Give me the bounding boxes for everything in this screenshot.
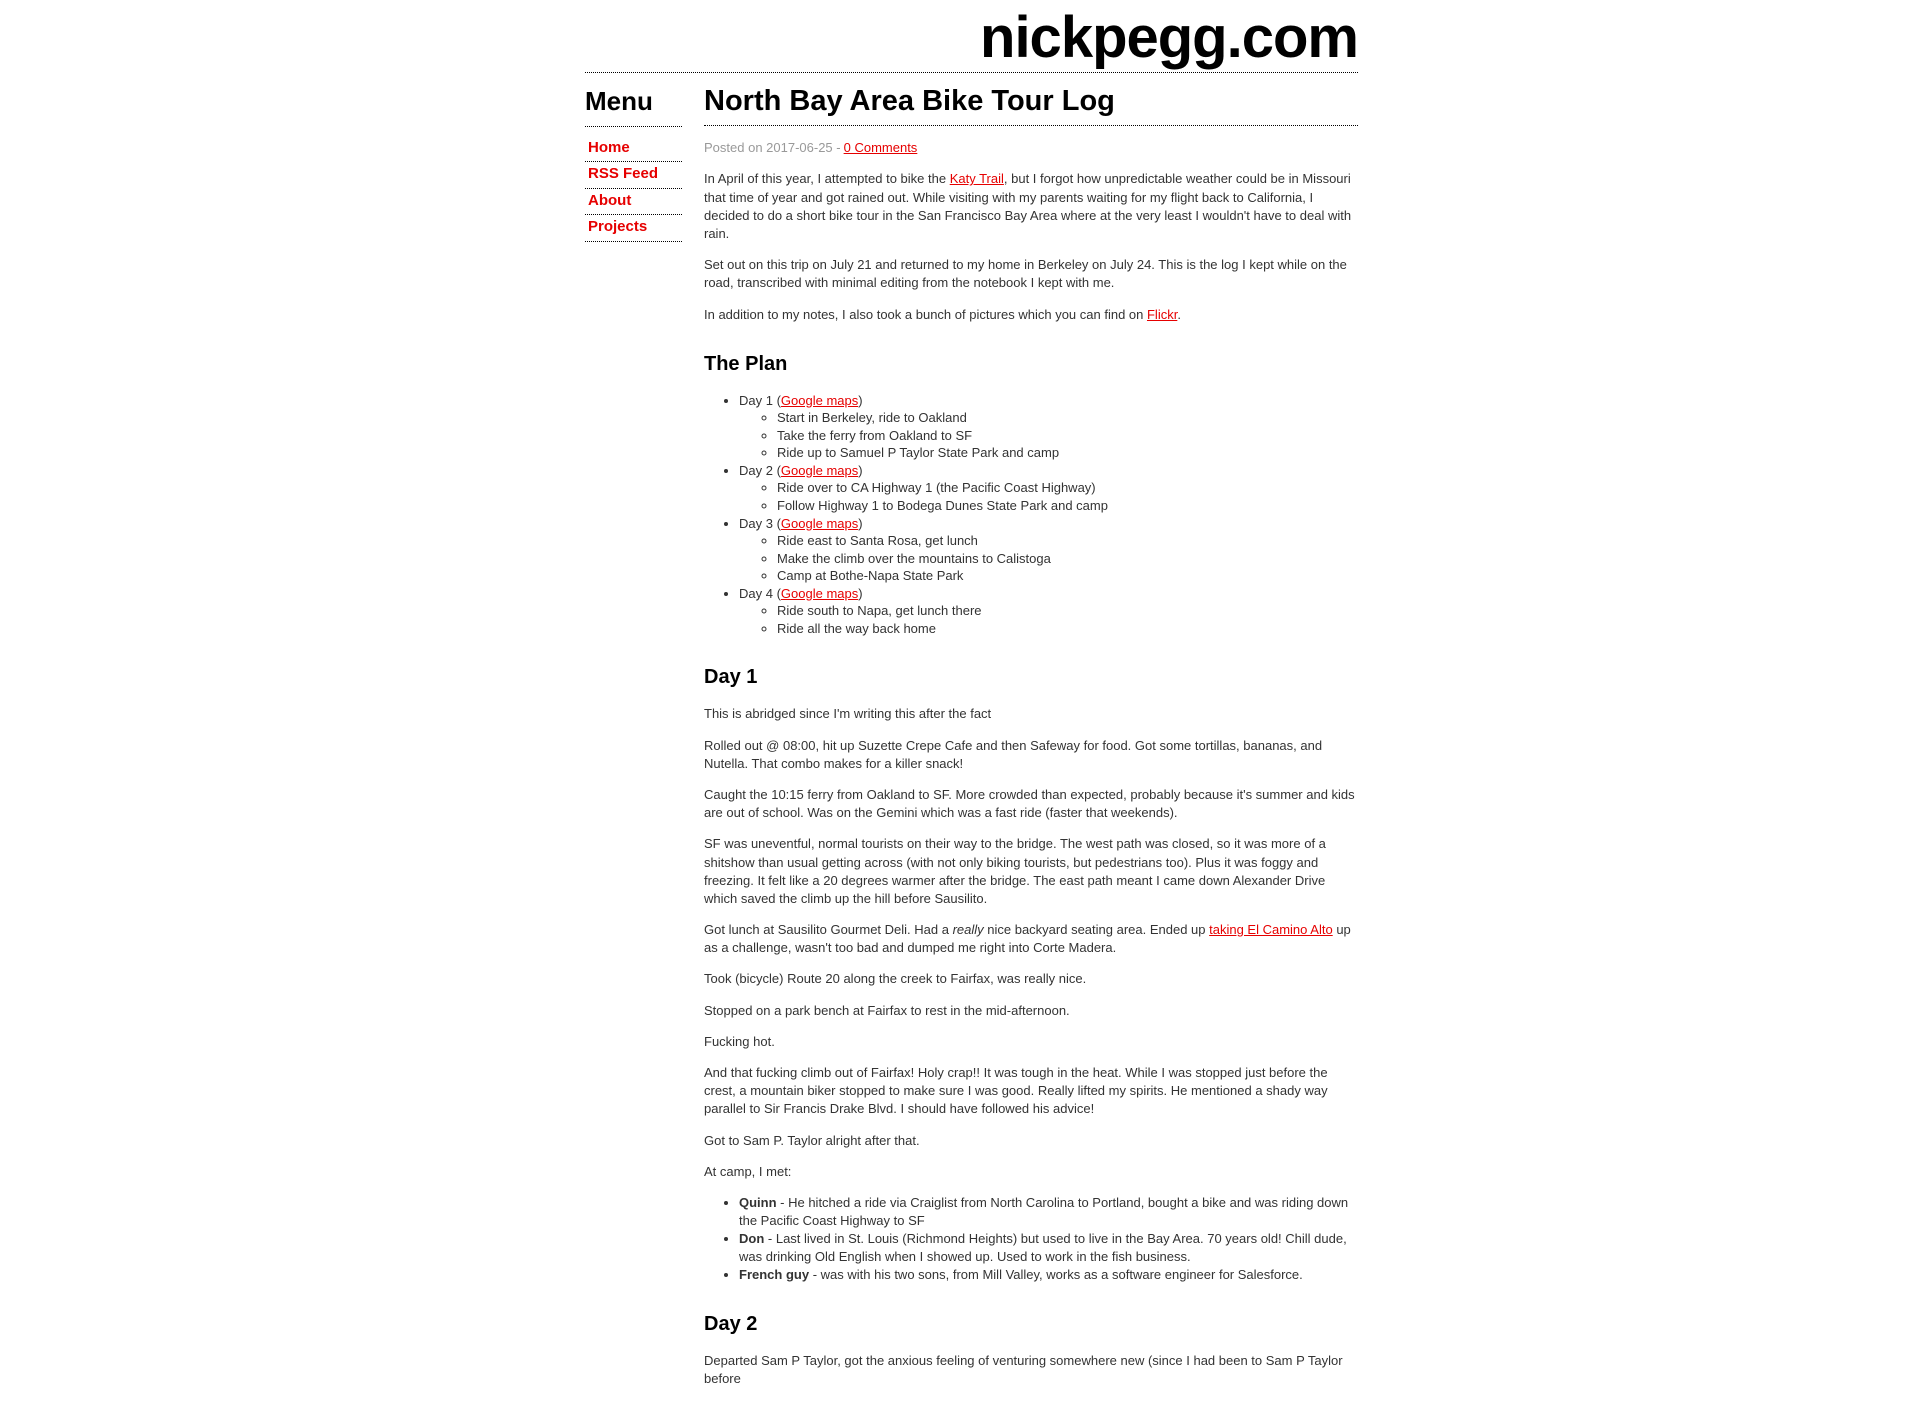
- plan-step: ◦ Camp at Bothe-Napa State Park: [777, 567, 1358, 585]
- sidebar: [585, 73, 682, 242]
- paragraph: [704, 170, 1358, 243]
- plan-day-steps: [739, 602, 1358, 637]
- sidebar-item-home[interactable]: Home: [585, 136, 682, 163]
- menu-heading: Menu: [585, 86, 682, 127]
- paragraph: [704, 256, 1358, 292]
- post-title: North Bay Area Bike Tour Log: [704, 86, 1358, 126]
- plan-step: ◦ Take the ferry from Oakland to SF: [777, 427, 1358, 445]
- paragraph: [704, 705, 1358, 723]
- plan-day: [739, 462, 1358, 515]
- paragraph: [704, 1132, 1358, 1150]
- text-run: .: [1177, 306, 1181, 322]
- emphasis-text: really: [952, 922, 984, 938]
- sidebar-item-about[interactable]: About: [585, 189, 682, 216]
- plan-step: ◦ Ride all the way back home: [777, 620, 1358, 638]
- paragraph: [704, 970, 1358, 988]
- list-item: [739, 1230, 1358, 1266]
- text-run: And that fucking climb out of Fairfax! Holy crap!! It was tough in the heat. While I was stopped just before the crest, a mountain biker stopped to make sure I was good. Really lifted my spirits. He mentioned a shady way parallel to Sir Francis Drake Blvd. I should have followed his advice!: [704, 1065, 1328, 1117]
- menu-nav: [585, 136, 682, 242]
- paragraph: [704, 786, 1358, 822]
- plan-day-steps: [739, 479, 1358, 514]
- text-run: - He hitched a ride via Craiglist from North Carolina to Portland, bought a bike and was riding down the Pacific Coast Highway to SF: [739, 1194, 1349, 1228]
- content-columns: [585, 73, 1358, 1401]
- post-meta: [704, 139, 1358, 157]
- inline-link[interactable]: Google maps: [780, 585, 859, 601]
- plan-step: ◦ Ride over to CA Highway 1 (the Pacific Coast Highway): [777, 479, 1358, 497]
- plan-step: ◦ Start in Berkeley, ride to Oakland: [777, 409, 1358, 427]
- plan-list: [704, 392, 1358, 638]
- text-run: At camp, I met:: [704, 1163, 792, 1179]
- paragraph: [704, 1352, 1358, 1388]
- paragraph: [704, 1002, 1358, 1020]
- inline-link[interactable]: Flickr: [1146, 306, 1178, 322]
- day1-paragraphs: [704, 705, 1358, 1181]
- bold-text: French guy: [739, 1266, 810, 1282]
- text-run: Got to Sam P. Taylor alright after that.: [704, 1132, 920, 1148]
- paragraph: [704, 835, 1358, 908]
- text-run: Rolled out @ 08:00, hit up Suzette Crepe Cafe and then Safeway for food. Got some tortillas, bananas, and Nutella. That combo makes for a killer snack!: [704, 737, 1323, 771]
- inline-link[interactable]: taking El Camino Alto: [1209, 922, 1333, 938]
- text-run: In addition to my notes, I also took a bunch of pictures which you can find on: [704, 306, 1147, 322]
- site-title[interactable]: nickpegg.com: [980, 5, 1358, 70]
- plan-day: [739, 515, 1358, 585]
- text-run: - Last lived in St. Louis (Richmond Heights) but used to live in the Bay Area. 70 years old! Chill dude, was drinking Old English when I showed up. Used to work in the fish business.: [739, 1230, 1347, 1264]
- list-item: [739, 1266, 1358, 1284]
- text-run: ): [858, 392, 863, 408]
- text-run: up as a challenge, wasn't too bad and dumped me right into Corte Madera.: [704, 922, 1351, 956]
- inline-link[interactable]: Google maps: [780, 392, 859, 408]
- posted-date-text: Posted on 2017-06-25 -: [704, 140, 841, 156]
- plan-step: ◦ Ride south to Napa, get lunch there: [777, 602, 1358, 620]
- paragraph: [704, 1033, 1358, 1051]
- text-run: Caught the 10:15 ferry from Oakland to SF. More crowded than expected, probably because it's summer and kids are out of school. Was on the Gemini which was a fast ride (faster that weekends).: [704, 786, 1355, 821]
- text-run: ): [858, 515, 863, 531]
- text-run: ): [858, 462, 863, 478]
- text-run: - was with his two sons, from Mill Valley, works as a software engineer for Salesforce.: [809, 1266, 1303, 1282]
- text-run: In April of this year, I attempted to bike the: [704, 171, 950, 187]
- inline-link[interactable]: Google maps: [780, 462, 859, 478]
- text-run: Departed Sam P Taylor, got the anxious feeling of venturing somewhere new (since I had been to Sam P Taylor before: [704, 1352, 1343, 1386]
- text-run: Fucking hot.: [704, 1033, 775, 1049]
- text-run: Day 2 (: [739, 462, 781, 478]
- plan-heading: The Plan: [704, 352, 788, 375]
- plan-step: ◦ Ride up to Samuel P Taylor State Park and camp: [777, 444, 1358, 462]
- day1-heading: Day 1: [704, 666, 758, 689]
- text-run: , but I forgot how unpredictable weather could be in Missouri that time of year and got rained out. While visiting with my parents waiting for my flight back to California, I decided to do a short bike tour in the San Francisco Bay Area where at the very least I wouldn't have to deal with rain.: [704, 171, 1352, 241]
- text-run: Got lunch at Sausilito Gourmet Deli. Had a: [704, 922, 953, 938]
- camp-list: [704, 1194, 1358, 1284]
- plan-day-steps: [739, 532, 1358, 585]
- text-run: Day 4 (: [739, 585, 781, 601]
- paragraph: [704, 306, 1358, 324]
- text-run: Set out on this trip on July 21 and returned to my home in Berkeley on July 24. This is the log I kept while on the road, transcribed with minimal editing from the notebook I kept with me.: [704, 257, 1347, 291]
- paragraph: [704, 1163, 1358, 1181]
- inline-link[interactable]: Katy Trail: [949, 171, 1004, 187]
- text-run: Stopped on a park bench at Fairfax to rest in the mid-afternoon.: [704, 1002, 1070, 1018]
- plan-step: ◦ Ride east to Santa Rosa, get lunch: [777, 532, 1358, 550]
- sidebar-item-projects[interactable]: Projects: [585, 215, 682, 242]
- paragraph: [704, 1064, 1358, 1119]
- site-header: [585, 0, 1358, 73]
- bold-text: Don: [739, 1230, 765, 1246]
- plan-day: [739, 392, 1358, 462]
- day2-paragraphs: [704, 1352, 1358, 1388]
- text-run: This is abridged since I'm writing this after the fact: [704, 706, 992, 722]
- text-run: SF was uneventful, normal tourists on their way to the bridge. The west path was closed, so it was more of a shitshow than usual getting across (with not only biking tourists, but pedestrians too). Plus it was foggy and freezing. It felt like a 20 degrees warmer after the bridge. The east path meant I came down Alexander Drive which saved the climb up the hill before Sausilito.: [704, 836, 1326, 906]
- text-run: Day 3 (: [739, 515, 781, 531]
- article-main: [704, 73, 1358, 1401]
- text-run: ): [858, 585, 863, 601]
- text-run: Took (bicycle) Route 20 along the creek to Fairfax, was really nice.: [704, 971, 1087, 987]
- paragraph: [704, 921, 1358, 957]
- plan-day: [739, 585, 1358, 638]
- intro-paragraphs: [704, 170, 1358, 323]
- plan-step: ◦ Follow Highway 1 to Bodega Dunes State Park and camp: [777, 497, 1358, 515]
- plan-step: ◦ Make the climb over the mountains to Calistoga: [777, 550, 1358, 568]
- paragraph: [704, 737, 1358, 773]
- plan-day-steps: [739, 409, 1358, 462]
- text-run: nice backyard seating area. Ended up: [983, 922, 1210, 938]
- bold-text: Quinn: [739, 1194, 777, 1210]
- comments-link[interactable]: 0 Comments: [843, 140, 918, 156]
- page-container: [585, 0, 1358, 1401]
- day2-heading: Day 2: [704, 1312, 758, 1335]
- text-run: Day 1 (: [739, 392, 781, 408]
- list-item: [739, 1194, 1358, 1230]
- sidebar-item-rss-feed[interactable]: RSS Feed: [585, 162, 682, 189]
- inline-link[interactable]: Google maps: [780, 515, 859, 531]
